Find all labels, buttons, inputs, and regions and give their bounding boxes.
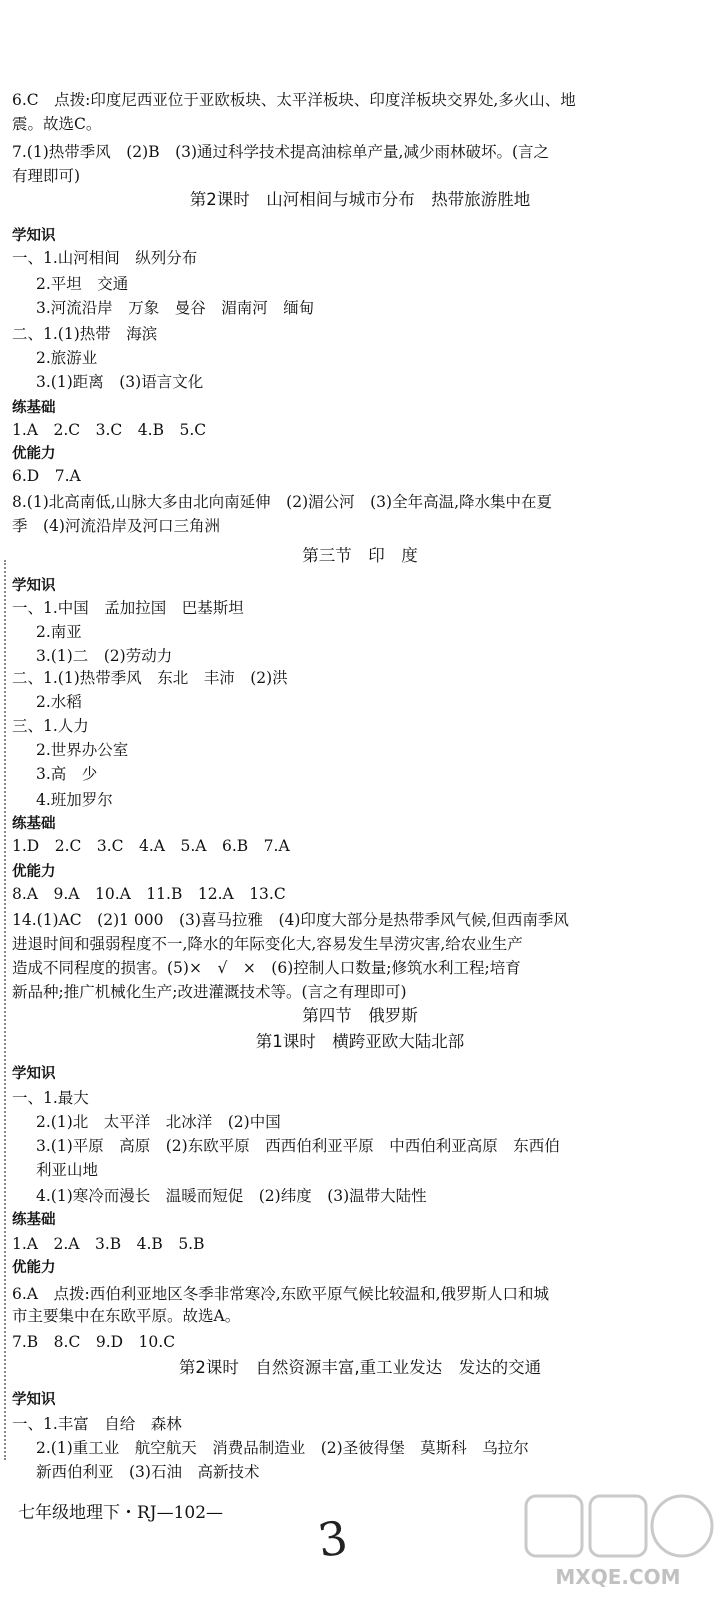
answer-line: 2.水稻 <box>36 693 82 711</box>
answer-line-continuation: 新品种;推广机械化生产;改进灌溉技术等。(言之有理即可) <box>12 983 407 1001</box>
answer-line: 3.高 少 <box>36 765 98 783</box>
answer-line: 3.河流沿岸 万象 曼谷 湄南河 缅甸 <box>36 299 315 317</box>
subsection-label: 练基础 <box>12 816 56 832</box>
answer-line: 一、1.丰富 自给 森林 <box>12 1415 182 1433</box>
answer-line: 新西伯利亚 (3)石油 高新技术 <box>36 1463 260 1481</box>
answer-line: 3.(1)平原 高原 (2)东欧平原 西西伯利亚平原 中西伯利亚高原 东西伯 <box>36 1137 560 1155</box>
answer-line: 一、1.中国 孟加拉国 巴基斯坦 <box>12 599 244 617</box>
subsection-label: 练基础 <box>12 1212 56 1228</box>
section-heading: 第2课时 自然资源丰富,重工业发达 发达的交通 <box>178 1358 542 1377</box>
answer-line: 7.B 8.C 9.D 10.C <box>12 1333 176 1351</box>
answer-line: 4.(1)寒冷而漫长 温暖而短促 (2)纬度 (3)温带大陆性 <box>36 1187 427 1205</box>
section-heading: 第三节 印 度 <box>302 546 418 565</box>
answer-line: 二、1.(1)热带 海滨 <box>12 325 158 343</box>
answer-line: 7.(1)热带季风 (2)B (3)通过科学技术提高油棕单产量,减少雨林破坏。(言之 <box>12 143 550 161</box>
section-heading: 第2课时 山河相间与城市分布 热带旅游胜地 <box>189 190 531 209</box>
answer-line-continuation: 进退时间和强弱程度不一,降水的年际变化大,容易发生旱涝灾害,给农业生产 <box>12 935 523 953</box>
answer-line-continuation: 造成不同程度的损害。(5)× √ × (6)控制人口数量;修筑水利工程;培育 <box>12 959 521 977</box>
subsection-label: 优能力 <box>12 1260 56 1276</box>
answer-line-continuation: 季 (4)河流沿岸及河口三角洲 <box>12 517 220 535</box>
page-footer: 七年级地理下・RJ—102— <box>18 1503 224 1523</box>
watermark-logo <box>520 1488 716 1596</box>
answer-line: 6.C 点拨:印度尼西亚位于亚欧板块、太平洋板块、印度洋板块交界处,多火山、地 <box>12 91 576 109</box>
answer-line-continuation: 震。故选C。 <box>12 115 102 133</box>
svg-text:MXQE.COM: MXQE.COM <box>555 1565 681 1589</box>
answer-line: 2.世界办公室 <box>36 741 129 759</box>
handwritten-mark: 3 <box>314 1510 351 1568</box>
answer-line: 6.A 点拨:西伯利亚地区冬季非常寒冷,东欧平原气候比较温和,俄罗斯人口和城 <box>12 1285 550 1303</box>
answer-line: 2.(1)北 太平洋 北冰洋 (2)中国 <box>36 1113 281 1131</box>
answer-line: 14.(1)AC (2)1 000 (3)喜马拉雅 (4)印度大部分是热带季风气候,但西南季风 <box>12 911 569 929</box>
answer-line: 8.(1)北高南低,山脉大多由北向南延伸 (2)湄公河 (3)全年高温,降水集中在夏 <box>12 493 553 511</box>
subsection-label: 学知识 <box>12 1392 56 1408</box>
answer-line: 一、1.山河相间 纵列分布 <box>12 249 198 267</box>
subsection-label: 练基础 <box>12 400 56 416</box>
subsection-label: 优能力 <box>12 446 56 462</box>
answer-line: 1.D 2.C 3.C 4.A 5.A 6.B 7.A <box>12 837 290 855</box>
answer-line: 2.(1)重工业 航空航天 消费品制造业 (2)圣彼得堡 莫斯科 乌拉尔 <box>36 1439 529 1457</box>
answer-line: 二、1.(1)热带季风 东北 丰沛 (2)洪 <box>12 669 288 687</box>
answer-line: 3.(1)距离 (3)语言文化 <box>36 373 204 391</box>
subsection-label: 学知识 <box>12 578 56 594</box>
answer-line: 三、1.人力 <box>12 717 89 735</box>
answer-line: 3.(1)二 (2)劳动力 <box>36 647 173 665</box>
answer-line: 2.旅游业 <box>36 349 98 367</box>
answer-line: 1.A 2.A 3.B 4.B 5.B <box>12 1235 205 1253</box>
answer-line: 2.平坦 交通 <box>36 275 129 293</box>
subsection-label: 学知识 <box>12 1066 56 1082</box>
subsection-label: 优能力 <box>12 864 56 880</box>
answer-line-continuation: 有理即可) <box>12 167 81 185</box>
answer-line: 6.D 7.A <box>12 467 81 485</box>
answer-line: 利亚山地 <box>36 1161 99 1179</box>
answer-line: 4.班加罗尔 <box>36 791 113 809</box>
answer-line-continuation: 市主要集中在东欧平原。故选A。 <box>12 1307 241 1325</box>
answer-line: 2.南亚 <box>36 623 82 641</box>
answer-line: 8.A 9.A 10.A 11.B 12.A 13.C <box>12 885 286 903</box>
section-heading: 第四节 俄罗斯 <box>302 1006 418 1025</box>
answer-line: 1.A 2.C 3.C 4.B 5.C <box>12 421 207 439</box>
section-heading: 第1课时 横跨亚欧大陆北部 <box>255 1032 465 1051</box>
subsection-label: 学知识 <box>12 228 56 244</box>
answer-line: 一、1.最大 <box>12 1089 89 1107</box>
